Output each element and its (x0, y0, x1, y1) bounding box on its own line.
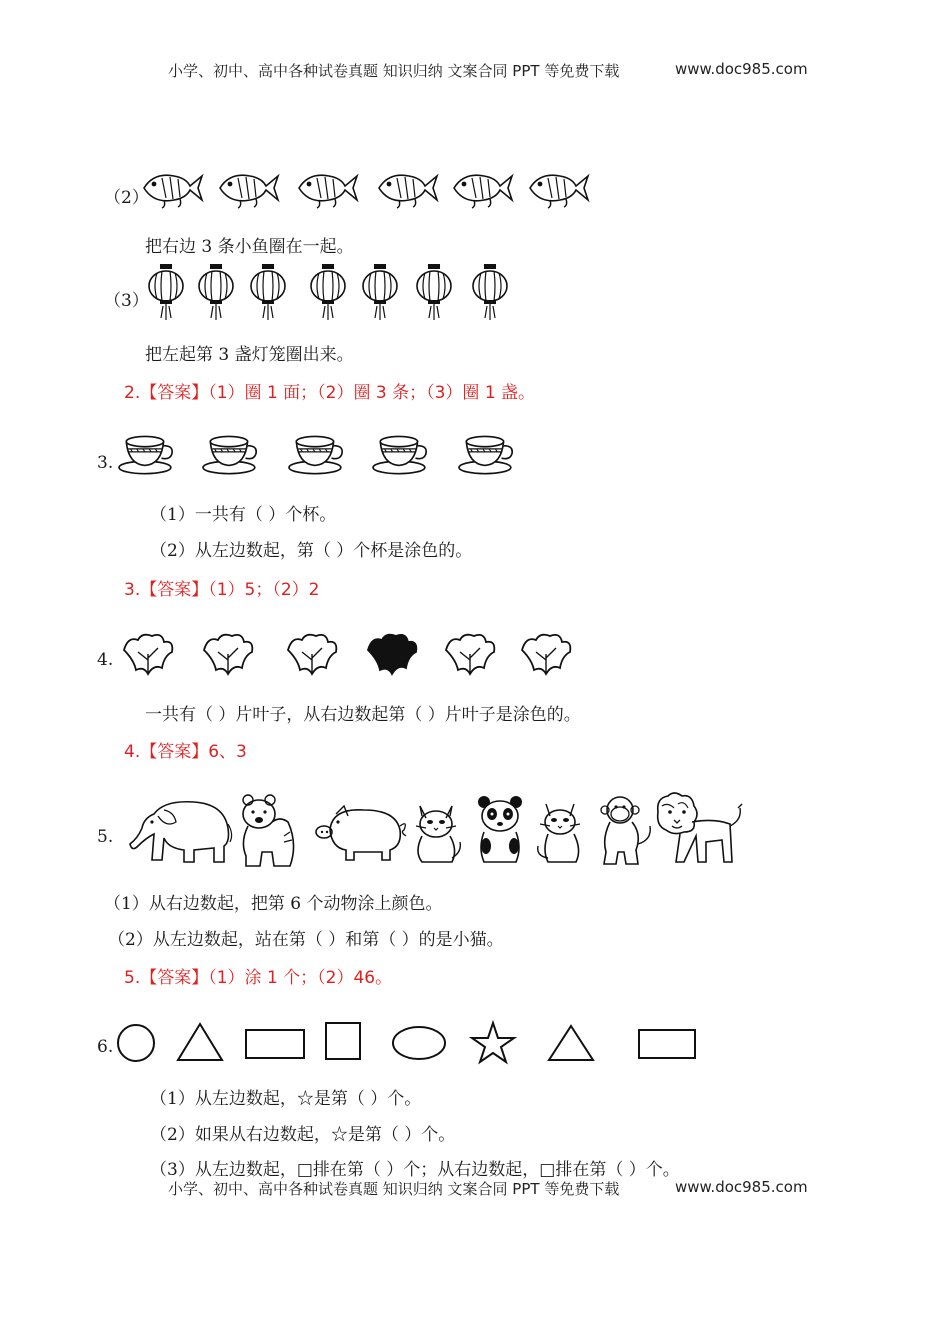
q6-line2: （2）如果从右边数起，☆是第（ ）个。 (150, 1125, 456, 1145)
triangle-shape (549, 1026, 593, 1060)
lantern-icon (470, 262, 510, 322)
q4-number: 4. (97, 650, 114, 670)
q4-answer: 4.【答案】6、3 (124, 742, 247, 762)
header-url: www.doc985.com (675, 60, 808, 78)
fish-icon (375, 166, 439, 210)
rectangle-shape (639, 1030, 695, 1058)
q4-line1: 一共有（ ）片叶子，从右边数起第（ ）片叶子是涂色的。 (145, 705, 581, 725)
q3-number: 3. (97, 453, 114, 473)
lion-icon (654, 792, 744, 866)
fish-icon (216, 166, 280, 210)
pig-icon (314, 802, 410, 862)
lantern-row (140, 262, 520, 324)
q5-answer: 5.【答案】（1）涂 1 个；（2）46。 (124, 968, 393, 988)
cup-row (118, 432, 528, 480)
square-shape (326, 1023, 360, 1059)
footer-url: www.doc985.com (675, 1178, 808, 1196)
q2-part2-instruction: 把右边 3 条小鱼圈在一起。 (145, 237, 354, 257)
panda-icon (476, 794, 526, 866)
q5-line1: （1）从右边数起，把第 6 个动物涂上颜色。 (104, 894, 443, 914)
fish-icon (450, 166, 514, 210)
lantern-icon (248, 262, 288, 322)
star-shape (472, 1023, 514, 1062)
fish-row (140, 166, 600, 216)
footer-text: 小学、初中、高中各种试卷真题 知识归纳 文案合同 PPT 等免费下载 (168, 1180, 620, 1198)
monkey-icon (598, 794, 654, 866)
leaf-icon (282, 630, 342, 680)
q6-line3: （3）从左边数起，□排在第（ ）个；从右边数起，□排在第（ ）个。 (150, 1160, 680, 1180)
leaf-icon (198, 630, 258, 680)
cup-icon (202, 432, 260, 476)
q6-line1: （1）从左边数起，☆是第（ ）个。 (150, 1089, 422, 1109)
oval-shape (393, 1027, 445, 1059)
q3-line1: （1）一共有（ ）个杯。 (150, 505, 337, 525)
fish-icon (295, 166, 359, 210)
shape-row (112, 1018, 712, 1068)
fish-icon (140, 166, 204, 210)
shape-row-graphic (112, 1018, 712, 1068)
leaf-icon (516, 630, 576, 680)
q2-part2-number: （2） (104, 188, 149, 208)
cup-icon (118, 432, 176, 476)
lantern-icon (146, 262, 186, 322)
q2-answer: 2.【答案】（1）圈 1 面；（2）圈 3 条；（3）圈 1 盏。 (124, 383, 536, 403)
q3-answer: 3.【答案】（1）5；（2）2 (124, 580, 320, 600)
cup-icon (458, 432, 516, 476)
header-text: 小学、初中、高中各种试卷真题 知识归纳 文案合同 PPT 等免费下载 (168, 62, 620, 80)
animal-row (124, 790, 744, 870)
q5-line2: （2）从左边数起，站在第（ ）和第（ ）的是小猫。 (108, 930, 504, 950)
cup-icon (288, 432, 346, 476)
circle-shape (118, 1025, 154, 1061)
leaf-row (118, 630, 588, 680)
fish-icon (526, 166, 590, 210)
lantern-icon (360, 262, 400, 322)
lantern-icon (308, 262, 348, 322)
q2-part3-number: （3） (104, 291, 149, 311)
q3-line2: （2）从左边数起，第（ ）个杯是涂色的。 (150, 541, 473, 561)
q5-number: 5. (97, 827, 114, 847)
q6-number: 6. (97, 1037, 114, 1057)
shaded-leaf-icon (362, 630, 422, 680)
bear-icon (236, 792, 302, 868)
lantern-icon (414, 262, 454, 322)
leaf-icon (118, 630, 178, 680)
rectangle-shape (246, 1030, 304, 1058)
lantern-icon (196, 262, 236, 322)
cat-icon (534, 802, 590, 866)
cup-icon (372, 432, 430, 476)
cat-icon (412, 802, 464, 866)
elephant-icon (124, 794, 236, 866)
q2-part3-instruction: 把左起第 3 盏灯笼圈出来。 (145, 345, 354, 365)
triangle-shape (178, 1024, 222, 1060)
leaf-icon (440, 630, 500, 680)
